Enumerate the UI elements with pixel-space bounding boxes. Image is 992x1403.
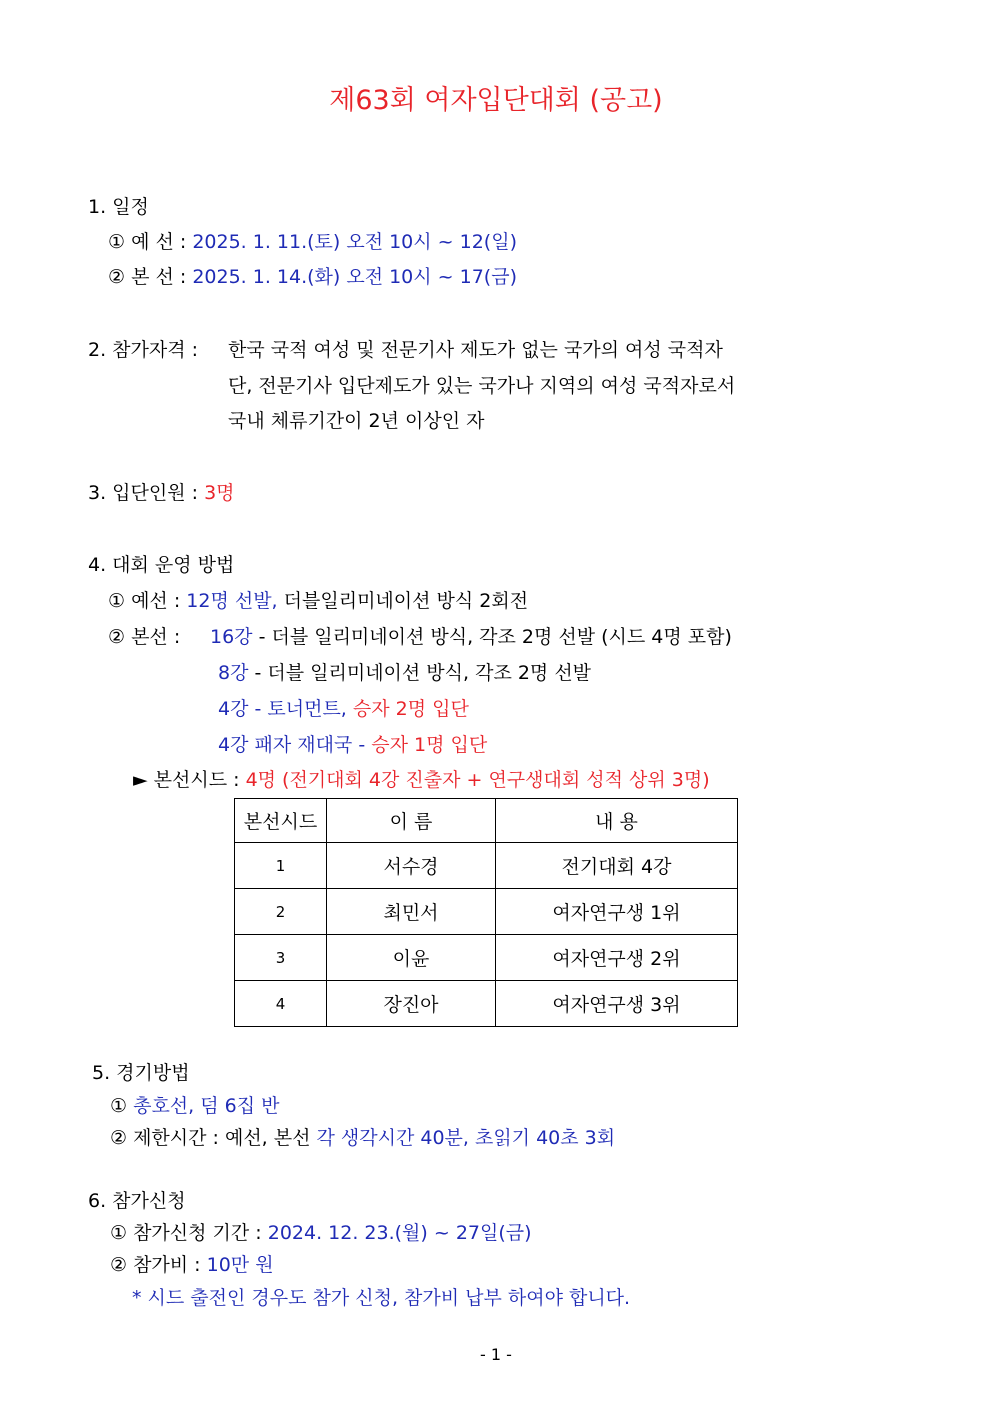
schedule-prelim-label: ① 예 선 : <box>108 231 187 253</box>
section-5-heading: 5. 경기방법 <box>92 1062 190 1084</box>
registration-period <box>110 1221 532 1245</box>
game-rule-2-label: ② 제한시간 : 예선, 본선 <box>110 1127 311 1149</box>
round-8-label: 8강 <box>218 662 249 684</box>
entry-fee-label: ② 참가비 : <box>110 1254 201 1276</box>
seed-summary <box>133 768 710 792</box>
round-16-label: 16강 <box>210 626 253 648</box>
seed-number: 4 <box>235 981 327 1027</box>
eligibility-line-3: 국내 체류기간이 2년 이상인 자 <box>228 410 485 432</box>
registration-note: * 시드 출전인 경우도 참가 신청, 참가비 납부 하여야 합니다. <box>132 1287 631 1309</box>
section-6-heading: 6. 참가신청 <box>88 1190 186 1212</box>
seed-number: 1 <box>235 843 327 889</box>
section-4-heading: 4. 대회 운영 방법 <box>88 554 235 576</box>
schedule-main-label: ② 본 선 : <box>108 266 187 288</box>
section-2-heading: 2. 참가자격 : <box>88 339 199 361</box>
game-rule-1-label: ① <box>110 1095 128 1117</box>
prelim-method-highlight: 12명 선발, <box>186 590 278 612</box>
game-rule-1 <box>110 1094 279 1118</box>
table-row <box>235 843 738 889</box>
section-3-heading: 3. 입단인원 : <box>88 482 199 504</box>
repechage-label: 4강 패자 재대국 <box>218 734 353 756</box>
registration-period-label: ① 참가신청 기간 : <box>110 1222 262 1244</box>
schedule-main-date: 2025. 1. 14.(화) 오전 10시 ~ 17(금) <box>192 266 517 288</box>
player-name: 서수경 <box>327 843 496 889</box>
seed-detail: 여자연구생 1위 <box>496 889 738 935</box>
section-1-heading: 1. 일정 <box>88 196 149 218</box>
table-row <box>235 889 738 935</box>
seed-detail: 전기대회 4강 <box>496 843 738 889</box>
page-title: 제63회 여자입단대회 (공고) <box>329 85 663 116</box>
round-8-rest: - 더블 일리미네이션 방식, 각조 2명 선발 <box>254 662 592 684</box>
admission-count: 3명 <box>204 482 235 504</box>
header-name: 이 름 <box>327 799 496 843</box>
repechage <box>218 733 487 757</box>
repechage-result: 승자 1명 입단 <box>371 734 488 756</box>
round-8 <box>218 661 591 685</box>
round-4-mid: - 토너먼트, <box>254 698 347 720</box>
table-row <box>235 935 738 981</box>
table-row <box>235 981 738 1027</box>
section-3 <box>88 481 235 505</box>
entry-fee <box>110 1253 274 1277</box>
schedule-prelim-date: 2025. 1. 11.(토) 오전 10시 ~ 12(일) <box>192 231 517 253</box>
seed-detail: 여자연구생 2위 <box>496 935 738 981</box>
game-rule-2 <box>110 1126 615 1150</box>
entry-fee-value: 10만 원 <box>206 1254 274 1276</box>
player-name: 최민서 <box>327 889 496 935</box>
seed-summary-label: ► 본선시드 : <box>133 769 240 791</box>
eligibility-line-1: 한국 국적 여성 및 전문기사 제도가 없는 국가의 여성 국적자 <box>228 339 723 361</box>
schedule-main <box>108 265 517 289</box>
header-seed: 본선시드 <box>235 799 327 843</box>
header-detail: 내 용 <box>496 799 738 843</box>
round-16 <box>210 625 732 649</box>
round-4-result: 승자 2명 입단 <box>352 698 469 720</box>
round-4-label: 4강 <box>218 698 249 720</box>
game-rule-2-value: 각 생각시간 40분, 초읽기 40초 3회 <box>316 1127 616 1149</box>
prelim-method <box>108 589 528 613</box>
eligibility-line-2: 단, 전문기사 입단제도가 있는 국가나 지역의 여성 국적자로서 <box>228 375 736 397</box>
page-number: - 1 - <box>480 1345 512 1364</box>
round-4 <box>218 697 469 721</box>
prelim-method-label: ① 예선 : <box>108 590 181 612</box>
seed-number: 3 <box>235 935 327 981</box>
round-16-rest: - 더블 일리미네이션 방식, 각조 2명 선발 (시드 4명 포함) <box>258 626 732 648</box>
seed-summary-value: 4명 (전기대회 4강 진출자 + 연구생대회 성적 상위 3명) <box>245 769 710 791</box>
seed-number: 2 <box>235 889 327 935</box>
seed-table-header <box>235 799 738 843</box>
prelim-method-rest: 더블일리미네이션 방식 2회전 <box>283 590 529 612</box>
player-name: 이윤 <box>327 935 496 981</box>
schedule-prelim <box>108 230 517 254</box>
registration-period-value: 2024. 12. 23.(월) ~ 27일(금) <box>267 1222 532 1244</box>
seed-table <box>234 798 738 1027</box>
player-name: 장진아 <box>327 981 496 1027</box>
repechage-mid: - <box>358 734 366 756</box>
seed-detail: 여자연구생 3위 <box>496 981 738 1027</box>
game-rule-1-value: 총호선, 덤 6집 반 <box>133 1095 280 1117</box>
main-method-label: ② 본선 : <box>108 626 181 648</box>
